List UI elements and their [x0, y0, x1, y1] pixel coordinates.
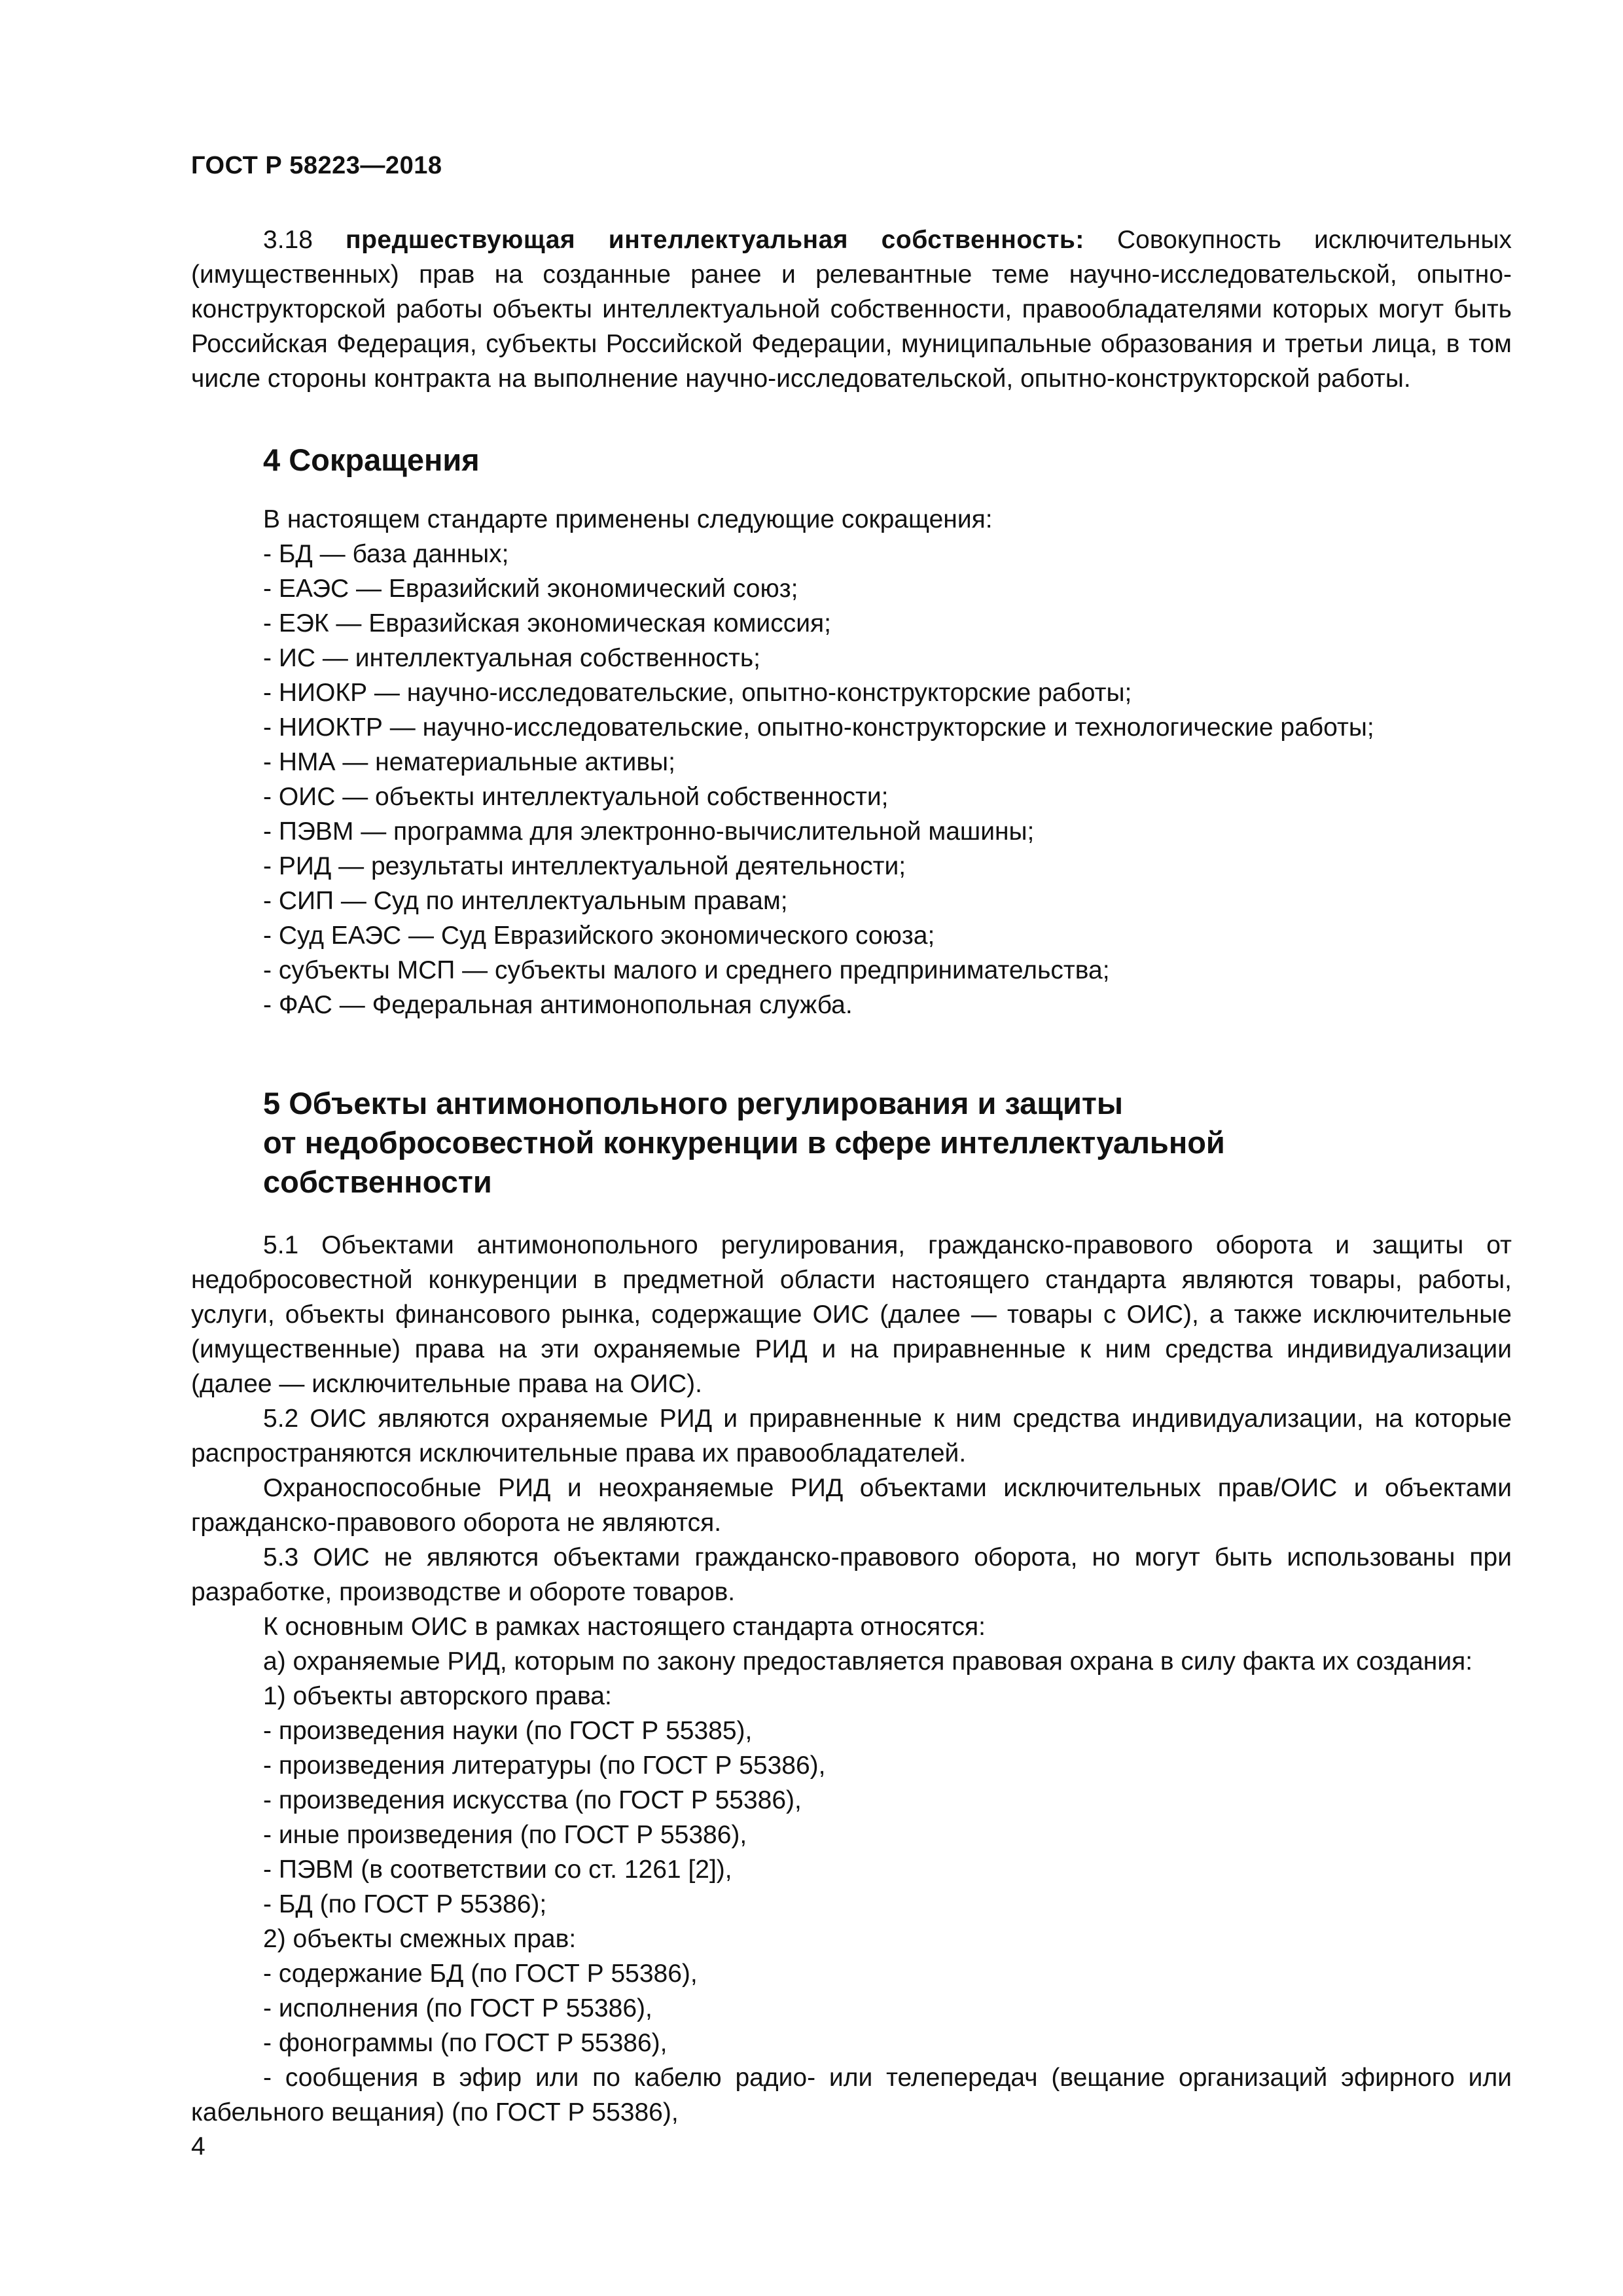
document-code-header: ГОСТ Р 58223—2018 [191, 152, 442, 179]
list-item: - произведения литературы (по ГОСТ Р 55386), [263, 1751, 826, 1780]
definition-text: Совокупность исключительных (имущественных) прав на созданные ранее и релевантные теме научно-исследовательской, опытно-конструкторской работы объекты интеллектуальной собственности, правообладателями которых могут быть Российская Федерация, субъекты Российской Федерации, муниципальные образования и третьи лица, в том числе стороны контракта на выполнение научно-исследовательской, опытно-конструкторской работы. [191, 226, 1512, 393]
clause-5-2: 5.2 ОИС являются охраняемые РИД и приравненные к ним средства индивидуализации, на которые распространяются исключительные права их правообладателей. [191, 1405, 1512, 1467]
section-5-title [191, 1084, 1512, 1202]
page-number: 4 [191, 2132, 205, 2161]
definition-number: 3.18 [263, 226, 346, 254]
list-item: - иные произведения (по ГОСТ Р 55386), [263, 1821, 747, 1849]
copyright-objects-list [191, 1713, 1512, 1922]
abbreviation-item: - ОИС — объекты интеллектуальной собственности; [263, 783, 889, 811]
abbreviation-item: - ЕАЭС — Евразийский экономический союз; [263, 575, 798, 603]
section-5-title-line: от недобросовестной конкуренции в сфере интеллектуальной [263, 1125, 1225, 1160]
abbreviation-item: - НИОКР — научно-исследовательские, опытно-конструкторские работы; [263, 679, 1132, 707]
clause-5-2-note: Охраноспособные РИД и неохраняемые РИД объектами исключительных прав/ОИС и объектами гражданско-правового оборота не являются. [191, 1474, 1512, 1537]
section-4-title: 4 Сокращения [263, 442, 480, 477]
abbreviation-item: - Суд ЕАЭС — Суд Евразийского экономического союза; [263, 922, 935, 950]
abbreviation-item: - БД — база данных; [263, 540, 509, 568]
definition-3-18 [191, 223, 1512, 396]
clause-5-3-intro: К основным ОИС в рамках настоящего стандарта относятся: [263, 1613, 986, 1641]
list-item: - исполнения (по ГОСТ Р 55386), [263, 1994, 652, 2022]
page-content [191, 223, 1512, 2130]
subitem-2: 2) объекты смежных прав: [263, 1925, 577, 1953]
list-item: - ПЭВМ (в соответствии со ст. 1261 [2]), [263, 1856, 732, 1884]
definition-term: предшествующая интеллектуальная собственность: [346, 226, 1084, 254]
abbreviation-item: - СИП — Суд по интеллектуальным правам; [263, 887, 788, 915]
abbreviation-item: - ПЭВМ — программа для электронно-вычислительной машины; [263, 817, 1035, 846]
abbreviation-item: - НМА — нематериальные активы; [263, 748, 675, 776]
abbreviation-item: - ЕЭК — Евразийская экономическая комиссия; [263, 609, 831, 637]
section-4-intro: В настоящем стандарте применены следующие сокращения: [263, 505, 993, 533]
section-5-title-line: собственности [263, 1164, 492, 1199]
abbreviation-item: - ИС — интеллектуальная собственность; [263, 644, 760, 672]
related-rights-list [191, 1956, 1512, 2060]
list-item-broadcast: - сообщения в эфир или по кабелю радио- или телепередач (вещание организаций эфирного или кабельного вещания) (по ГОСТ Р 55386), [191, 2064, 1512, 2126]
abbreviation-item: - субъекты МСП — субъекты малого и среднего предпринимательства; [263, 956, 1110, 984]
abbreviation-item: - НИОКТР — научно-исследовательские, опытно-конструкторские и технологические работы; [263, 713, 1374, 742]
list-item: - произведения искусства (по ГОСТ Р 55386), [263, 1786, 802, 1814]
list-item: - содержание БД (по ГОСТ Р 55386), [263, 1960, 698, 1988]
abbreviation-item: - РИД — результаты интеллектуальной деятельности; [263, 852, 906, 880]
abbreviation-item: - ФАС — Федеральная антимонопольная служба. [263, 991, 853, 1019]
section-5-title-line: 5 Объекты антимонопольного регулирования и защиты [263, 1086, 1124, 1121]
clause-5-1: 5.1 Объектами антимонопольного регулирования, гражданско-правового оборота и защиты от недобросовестной конкуренции в предметной области настоящего стандарта являются товары, работы, услуги, объекты финансового рынка, содержащие ОИС (далее — товары с ОИС), а также исключительные (имущественные) права на эти охраняемые РИД и на приравненные к ним средства индивидуализации (далее — исключительные права на ОИС). [191, 1231, 1512, 1398]
list-item: - БД (по ГОСТ Р 55386); [263, 1890, 547, 1918]
abbreviations-list [191, 537, 1512, 1022]
clause-5-3: 5.3 ОИС не являются объектами гражданско-правового оборота, но могут быть использованы при разработке, производстве и обороте товаров. [191, 1543, 1512, 1606]
list-item: - произведения науки (по ГОСТ Р 55385), [263, 1717, 753, 1745]
subitem-1: 1) объекты авторского права: [263, 1682, 612, 1710]
item-a: а) охраняемые РИД, которым по закону предоставляется правовая охрана в силу факта их создания: [263, 1647, 1473, 1676]
list-item: - фонограммы (по ГОСТ Р 55386), [263, 2029, 668, 2057]
